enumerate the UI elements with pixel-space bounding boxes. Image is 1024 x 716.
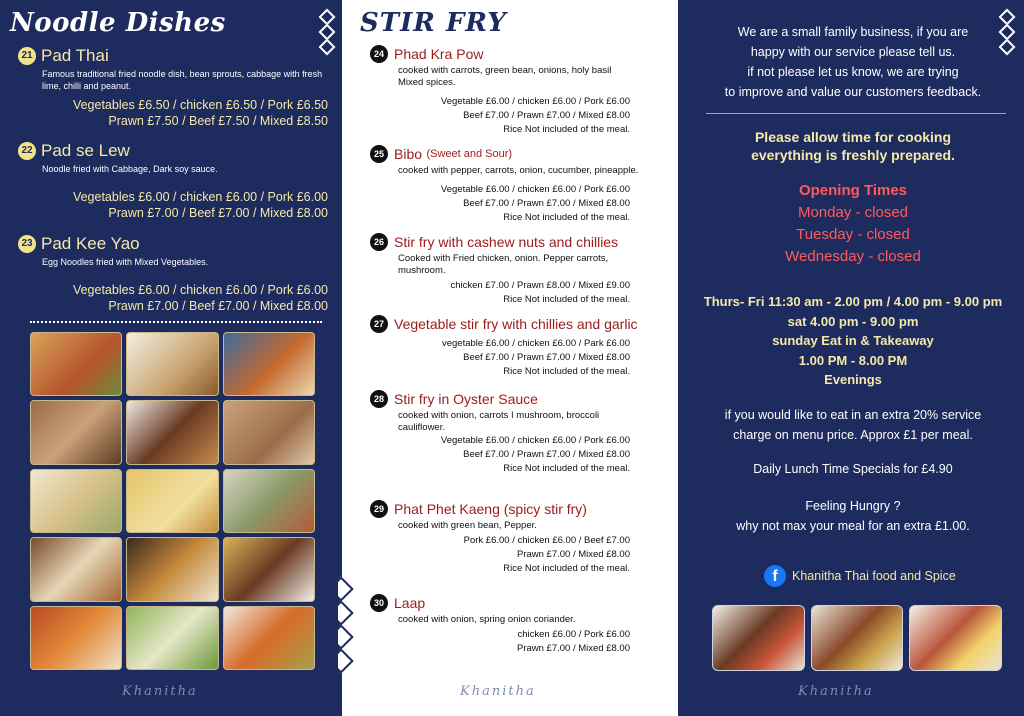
food-photo (811, 605, 904, 671)
food-photo (126, 469, 218, 533)
opening-times-title: Opening Times (798, 182, 908, 199)
khanitha-signature: Khanitha (798, 684, 874, 699)
opening-hours (682, 292, 1024, 390)
rice-note: Rice Not included of the meal. (503, 294, 630, 306)
food-photo (223, 469, 315, 533)
dish-price-line: Prawn £7.00 / Mixed £8.00 (516, 549, 630, 561)
dish-price-line: Prawn £7.00 / Beef £7.00 / Mixed £8.00 (108, 206, 328, 220)
dish-number: 21 (18, 47, 36, 65)
dish-number: 24 (370, 45, 388, 63)
dish-name: Vegetable stir fry with chillies and garlic (394, 316, 638, 332)
cooking-notice (682, 128, 1024, 164)
facebook-link[interactable] (764, 565, 956, 587)
info-panel (682, 0, 1024, 716)
dish-number: 27 (370, 315, 388, 333)
dish-number: 22 (18, 142, 36, 160)
dish-price-line: Beef £7.00 / Prawn £7.00 / Mixed £8.00 (463, 449, 630, 461)
stir-fry-title: STIR FRY (360, 8, 507, 38)
stir-fry-panel (338, 0, 682, 716)
food-photo (126, 332, 218, 396)
dish-description: Egg Noodles fried with Mixed Vegetables. (42, 257, 209, 267)
dish-number: 29 (370, 500, 388, 518)
lunch-specials: Daily Lunch Time Specials for £4.90 (753, 462, 953, 476)
dish-name: Phat Phet Kaeng (spicy stir fry) (394, 501, 587, 517)
opening-times (682, 180, 1024, 268)
dish-number: 23 (18, 235, 36, 253)
dish-name: Stir fry in Oyster Sauce (394, 391, 538, 407)
noodle-dishes-panel (0, 0, 338, 716)
dish-25 (370, 145, 670, 224)
food-photo (126, 400, 218, 464)
dish-23 (18, 234, 328, 314)
rice-note: Rice Not included of the meal. (503, 463, 630, 475)
meal-upgrade-offer (682, 496, 1024, 536)
hungry-line: why not max your meal for an extra £1.00. (736, 519, 970, 533)
food-photo (126, 537, 218, 601)
rice-note: Rice Not included of the meal. (503, 563, 630, 575)
intro-line: to improve and value our customers feedback. (724, 85, 982, 99)
dish-description: Famous traditional fried noodle dish, bean sprouts, cabbage with fresh lime, chilli and peanut. (42, 69, 323, 91)
dish-28 (370, 390, 670, 475)
dish-price-line: Vegetable £6.00 / chicken £6.00 / Pork £6.00 (440, 96, 630, 108)
hours-line: sunday Eat in & Takeaway (772, 333, 934, 348)
dish-name: Laap (394, 595, 426, 611)
service-line: if you would like to eat in an extra 20% service (724, 408, 982, 422)
dish-price-line: Vegetable £6.00 / chicken £6.00 / Pork £6.00 (440, 184, 630, 196)
dish-description: Noodle fried with Cabbage, Dark soy sauce. (42, 164, 218, 174)
dish-description: Cooked with Fried chicken, onion. Pepper carrots, mushroom. (398, 253, 609, 277)
dish-price-line: Vegetables £6.00 / chicken £6.00 / Pork £6.00 (72, 283, 328, 297)
dish-number: 25 (370, 145, 388, 163)
dish-name: Pad Thai (41, 46, 109, 65)
dish-description: cooked with carrots, green bean, onions, holy basil Mixed spices. (398, 65, 612, 89)
dish-price-line: Vegetables £6.00 / chicken £6.00 / Pork £6.00 (72, 190, 328, 204)
dish-price-line: Beef £7.00 / Prawn £7.00 / Mixed £8.00 (463, 110, 630, 122)
food-photo (909, 605, 1002, 671)
dish-price-line: Vegetable £6.00 / chicken £6.00 / Pork £6.00 (440, 435, 630, 447)
dish-price-line: Prawn £7.00 / Mixed £8.00 (516, 643, 630, 655)
khanitha-signature: Khanitha (460, 684, 536, 699)
hours-line: Thurs- Fri 11:30 am - 2.00 pm / 4.00 pm - 9.00 pm (703, 294, 1003, 309)
food-photo (30, 537, 122, 601)
facebook-icon: f (764, 565, 786, 587)
dish-name: Stir fry with cashew nuts and chillies (394, 234, 619, 250)
food-photo (126, 606, 218, 670)
dish-30 (370, 594, 670, 656)
dish-name: Pad Kee Yao (41, 234, 140, 253)
intro-line: We are a small family business, if you are (737, 25, 969, 39)
dish-27 (370, 315, 670, 378)
dish-number: 30 (370, 594, 388, 612)
dish-24 (370, 45, 670, 136)
facebook-page-name: Khanitha Thai food and Spice (792, 569, 956, 583)
dish-29 (370, 500, 670, 575)
dish-price-line: chicken £7.00 / Prawn £8.00 / Mixed £9.00 (450, 280, 630, 292)
khanitha-signature: Khanitha (122, 684, 198, 699)
closed-day: Wednesday - closed (785, 248, 921, 265)
dish-26 (370, 233, 670, 306)
dish-21 (18, 46, 328, 129)
dish-price-line: chicken £6.00 / Pork £6.00 (517, 629, 630, 641)
food-photo (30, 469, 122, 533)
food-photo (30, 332, 122, 396)
dish-name: Pad se Lew (41, 141, 130, 160)
cooking-line: everything is freshly prepared. (751, 147, 955, 163)
food-photo (712, 605, 805, 671)
service-charge-note (682, 405, 1024, 445)
intro-text (682, 22, 1024, 102)
dish-price-line: Beef £7.00 / Prawn £7.00 / Mixed £8.00 (463, 198, 630, 210)
noodle-dishes-title: Noodle Dishes (10, 8, 226, 38)
food-photo (30, 606, 122, 670)
dish-subtitle: (Sweet and Sour) (426, 148, 513, 160)
rice-note: Rice Not included of the meal. (503, 366, 630, 378)
dish-price-line: vegetable £6.00 / chicken £6.00 / Park £6.00 (441, 338, 630, 350)
dish-description: cooked with onion, carrots I mushroom, broccoli cauliflower. (398, 410, 600, 434)
dish-description: cooked with green bean, Pepper. (398, 520, 537, 532)
dish-name: Bibo (394, 146, 423, 162)
dish-description: cooked with onion, spring onion coriander. (398, 614, 576, 626)
dish-price-line: Vegetables £6.50 / chicken £6.50 / Pork £6.50 (72, 98, 328, 112)
hours-line: sat 4.00 pm - 9.00 pm (787, 313, 919, 329)
food-photo (30, 400, 122, 464)
food-photo (223, 537, 315, 601)
closed-day: Tuesday - closed (796, 226, 910, 243)
dish-number: 28 (370, 390, 388, 408)
rice-note: Rice Not included of the meal. (503, 212, 630, 224)
dish-number: 26 (370, 233, 388, 251)
food-photo (223, 332, 315, 396)
food-photo (223, 400, 315, 464)
intro-line: happy with our service please tell us. (750, 45, 956, 59)
food-photo (223, 606, 315, 670)
cooking-line: Please allow time for cooking (754, 129, 952, 145)
rice-note: Rice Not included of the meal. (503, 124, 630, 136)
food-photo-strip (712, 605, 1002, 671)
dish-description: cooked with pepper, carrots, onion, cucumber, pineapple. (398, 165, 639, 177)
service-line: charge on menu price. Approx £1 per meal. (733, 428, 973, 442)
hungry-line: Feeling Hungry ? (805, 499, 901, 513)
dotted-divider (30, 321, 322, 323)
diamond-ornament-icon (338, 578, 362, 676)
dish-name: Phad Kra Pow (394, 46, 484, 62)
food-photo-gallery (30, 332, 315, 670)
hours-line: 1.00 PM - 8.00 PM (798, 352, 908, 368)
dish-price-line: Prawn £7.00 / Beef £7.00 / Mixed £8.00 (108, 299, 328, 313)
dish-price-line: Pork £6.00 / chicken £6.00 / Beef £7.00 (463, 535, 630, 547)
hours-line: Evenings (824, 372, 882, 387)
divider (706, 113, 1006, 114)
closed-day: Monday - closed (797, 204, 909, 221)
intro-line: if not please let us know, we are trying (747, 65, 959, 79)
dish-price-line: Prawn £7.50 / Beef £7.50 / Mixed £8.50 (108, 114, 328, 128)
dish-22 (18, 141, 328, 221)
dish-price-line: Beef £7.00 / Prawn £7.00 / Mixed £8.00 (463, 352, 630, 364)
